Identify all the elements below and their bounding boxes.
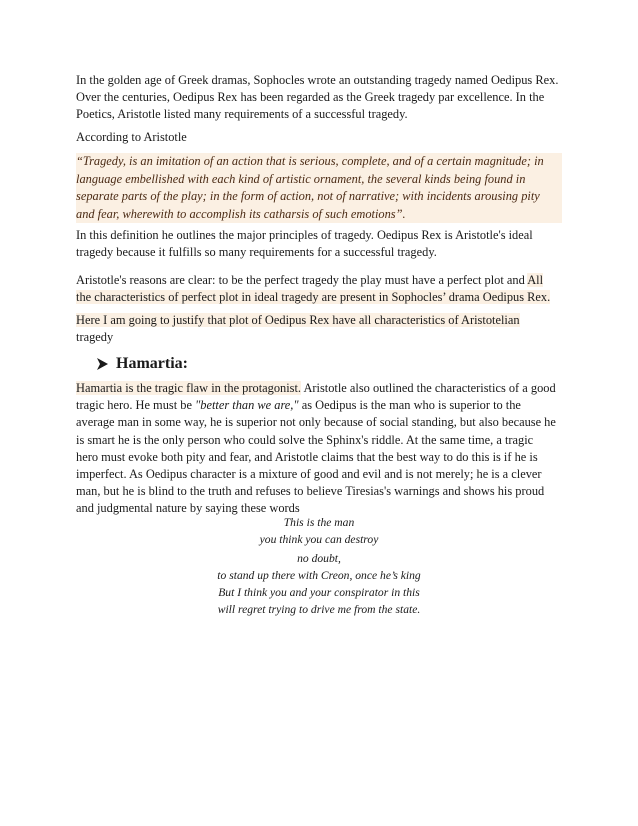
verse-line: you think you can destroy [259, 533, 379, 546]
reasons-paragraph [76, 272, 562, 306]
hamartia-paragraph [76, 380, 562, 518]
verse-line: no doubt, [297, 552, 341, 565]
text-line [76, 289, 562, 306]
verse-stanza [0, 514, 638, 548]
text-line: tragedy [76, 330, 114, 345]
text-span: Aristotle's reasons are clear: to be the perfect tragedy the play must have a perfect plot and [76, 273, 528, 287]
highlighted-text: All [527, 273, 544, 287]
text-line: Over the centuries, Oedipus Rex has been regarded as the Greek tragedy par excellence. In the [76, 90, 545, 105]
text-line [76, 380, 562, 397]
text-span: Aristotle also outlined the characteristics of a good [301, 381, 556, 395]
text-line: In this definition he outlines the major principles of tragedy. Oedipus Rex is Aristotle's ideal [76, 228, 533, 242]
highlighted-text: the characteristics of perfect plot in ideal tragedy are present in Sophocles’ drama Oedipus Rex. [76, 290, 551, 305]
text-line: average man in some way, he is superior not only because of social standing, but also because he [76, 415, 556, 430]
quote-line: and fear, wherewith to accomplish its catharsis of such emotions”. [76, 206, 562, 224]
text-line: man, but he is blind to the truth and refuses to believe Tiresias's warnings and shows his proud [76, 484, 545, 499]
intro-paragraph [76, 72, 562, 124]
text-line: is smart he is the only person who could solve the Sphinx's riddle. At the same time, a tragic [76, 432, 534, 447]
section-heading [97, 355, 188, 373]
text-line: tragedy because it fulfills so many requirements for a successful tragedy. [76, 245, 437, 260]
verse-line: will regret trying to drive me from the state. [217, 603, 421, 616]
text-line [76, 312, 562, 329]
verse-line: to stand up there with Creon, once he’s king [217, 569, 421, 582]
text-line: imperfect. As Oedipus character is a mixture of good and evil and is not merely; he is a clever [76, 466, 542, 481]
verse-line: But I think you and your conspirator in this [218, 586, 420, 599]
verse-line: This is the man [283, 516, 355, 529]
quote-line: “Tragedy, is an imitation of an action that is serious, complete, and of a certain magnitude; in [76, 153, 562, 171]
aristotle-quote [76, 153, 562, 223]
text-line: Poetics, Aristotle listed many requirements of a successful tragedy. [76, 107, 408, 122]
according-line [76, 129, 562, 146]
quote-line: language embellished with each kind of artistic ornament, the several kinds being found in [76, 171, 562, 189]
text-line: In the golden age of Greek dramas, Sophocles wrote an outstanding tragedy named Oedipus Rex. [76, 73, 559, 87]
text-line [76, 272, 562, 289]
text-span: tragic hero. He must be [76, 398, 196, 413]
text-span: as Oedipus is the man who is superior to the [298, 398, 521, 413]
highlighted-text: Hamartia is the tragic flaw in the protagonist. [76, 381, 302, 395]
text-line: According to Aristotle [76, 130, 187, 144]
justify-paragraph [76, 312, 562, 346]
heading-text: Hamartia: [116, 355, 188, 372]
text-line [76, 397, 562, 414]
quote-line: separate parts of the play; in the form of action, not of narrative; with incidents arousing pity [76, 188, 562, 206]
text-line: hero must evoke both pity and fear, and Aristotle claims that the best way to do this is if he is [76, 449, 538, 464]
verse-stanza [0, 550, 638, 618]
italic-text: "better than we are," [195, 398, 299, 413]
text-line: and judgmental nature by saying these words [76, 501, 300, 516]
definition-paragraph [76, 227, 562, 261]
arrow-bullet-icon [97, 358, 108, 370]
highlighted-text: Here I am going to justify that plot of Oedipus Rex have all characteristics of Aristotelian [76, 313, 520, 327]
